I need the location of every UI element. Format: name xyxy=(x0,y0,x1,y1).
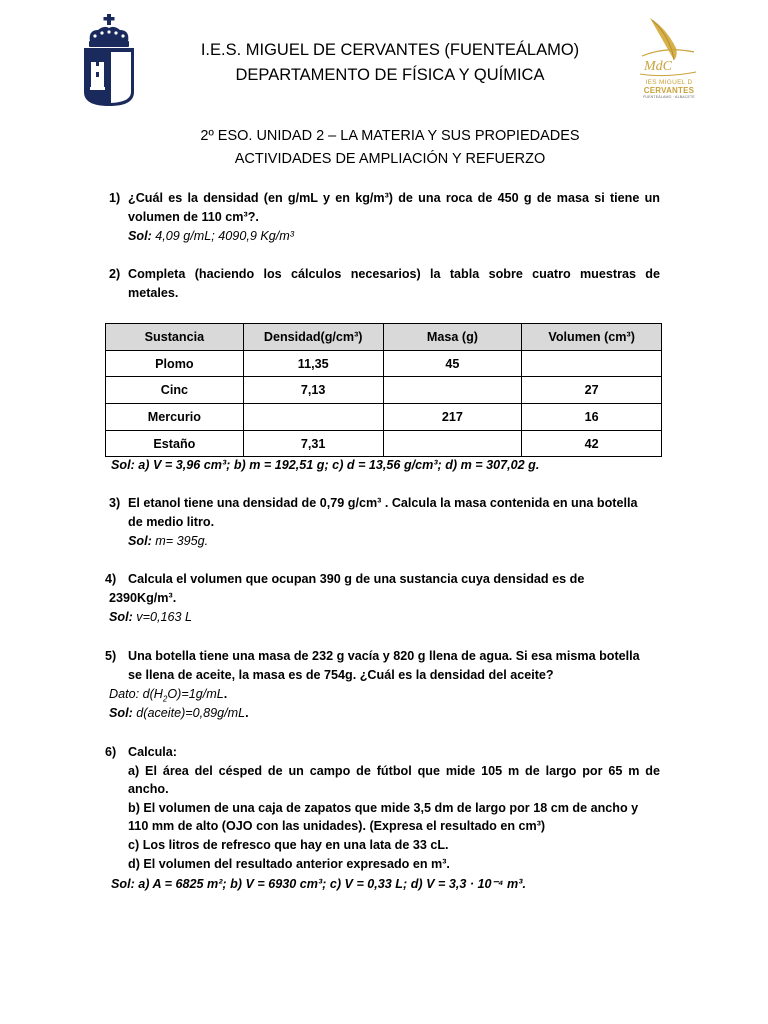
q3-sol-value: m= 395g. xyxy=(155,534,209,548)
q5-number: 5) xyxy=(105,649,117,663)
school-brand xyxy=(636,80,702,99)
cell-volumen: 27 xyxy=(522,377,662,404)
metals-table xyxy=(105,323,662,457)
q3-sol-label: Sol: xyxy=(128,534,152,548)
table-row xyxy=(106,404,662,431)
brand-line-3: FUENTEÁLAMO · ALBACETE xyxy=(643,94,695,99)
cell-masa: 217 xyxy=(383,404,522,431)
logo-mark-text: MdC xyxy=(644,59,672,74)
cell-masa: 45 xyxy=(383,350,522,377)
cell-sustancia: Cinc xyxy=(106,377,244,404)
q5-solution xyxy=(109,706,249,720)
q1-text-line2: volumen de 110 cm³?. xyxy=(128,210,259,224)
cell-sustancia: Plomo xyxy=(106,350,244,377)
q6-a-1: a) El área del césped de un campo de fútbol que mide 105 m de largo por 65 m de xyxy=(128,764,660,778)
q4-sol-label: Sol: xyxy=(109,610,133,624)
q6-a-line1 xyxy=(128,764,660,778)
cell-sustancia: Estaño xyxy=(106,430,244,457)
department-heading: DEPARTAMENTO DE FÍSICA Y QUÍMICA xyxy=(235,66,545,84)
cell-densidad xyxy=(243,404,383,431)
brand-line-2: CERVANTES xyxy=(643,85,695,95)
q3-solution xyxy=(128,534,208,548)
q6-d: d) El volumen del resultado anterior expresado en m³. xyxy=(128,857,450,871)
q2-solution xyxy=(111,458,539,472)
q5-dato-label: Dato: xyxy=(109,687,140,701)
q5-text-line2: se llena de aceite, la masa es de 754g. ¿Cuál es la densidad del aceite? xyxy=(128,668,554,682)
q2-sol-label: Sol: xyxy=(111,458,135,472)
q2-text-line1 xyxy=(128,267,660,281)
q6-number: 6) xyxy=(105,745,117,759)
q3-text-line1: El etanol tiene una densidad de 0,79 g/cm³ . Calcula la masa contenida en una botella xyxy=(128,496,638,510)
activities-title: ACTIVIDADES DE AMPLIACIÓN Y REFUERZO xyxy=(234,151,546,167)
q4-text-line2: 2390Kg/m³. xyxy=(109,591,177,605)
cell-densidad: 11,35 xyxy=(243,350,383,377)
q1-solution xyxy=(128,229,294,243)
q1-text-line1 xyxy=(128,191,660,205)
q1-number: 1) xyxy=(109,191,121,205)
q6-b-line2: 110 mm de alto (OJO con las unidades). (Expresa el resultado en cm³) xyxy=(128,819,546,833)
q1-sol-value: 4,09 g/mL; 4090,9 Kg/m³ xyxy=(155,229,294,243)
q6-sol-value: a) A = 6825 m²; b) V = 6930 cm³; c) V = 0,33 L; d) V = 3,3 · 10⁻⁴ m³. xyxy=(138,877,526,891)
col-header-sustancia: Sustancia xyxy=(106,324,244,351)
q4-text-line1: Calcula el volumen que ocupan 390 g de una sustancia cuya densidad es de xyxy=(128,572,585,586)
cell-sustancia: Mercurio xyxy=(106,404,244,431)
school-name-heading: I.E.S. MIGUEL DE CERVANTES (FUENTEÁLAMO) xyxy=(200,41,580,59)
q5-sol-end: . xyxy=(245,706,249,720)
col-header-volumen: Volumen (cm³) xyxy=(522,324,662,351)
q5-dato xyxy=(109,687,227,704)
q5-sol-value: d(aceite)=0,89g/mL xyxy=(136,706,246,720)
col-header-densidad: Densidad(g/cm³) xyxy=(243,324,383,351)
q5-sol-label: Sol: xyxy=(109,706,133,720)
q5-text-line1: Una botella tiene una masa de 232 g vacía y 820 g llena de agua. Si esa misma botella xyxy=(128,649,640,663)
q6-a-line2: ancho. xyxy=(128,782,169,796)
brand-line-1: IES MIGUEL D xyxy=(645,79,693,86)
q5-dato-end: . xyxy=(223,687,228,701)
table-row xyxy=(106,430,662,457)
q3-text-line2: de medio litro. xyxy=(128,515,215,529)
q1-sol-label: Sol: xyxy=(128,229,152,243)
q5-dato-a: d(H xyxy=(142,687,163,701)
cell-densidad: 7,31 xyxy=(243,430,383,457)
q4-number: 4) xyxy=(105,572,117,586)
cell-volumen: 42 xyxy=(522,430,662,457)
q3-number: 3) xyxy=(109,496,121,510)
q5-dato-b: O)=1g/mL xyxy=(167,687,224,701)
table-row xyxy=(106,350,662,377)
q6-c: c) Los litros de refresco que hay en una lata de 33 cL. xyxy=(128,838,449,852)
cell-masa xyxy=(383,377,522,404)
q2-text-line2: metales. xyxy=(128,286,179,300)
col-header-masa: Masa (g) xyxy=(383,324,522,351)
q2-text-1: Completa (haciendo los cálculos necesarios) la tabla sobre cuatro muestras de xyxy=(128,267,660,281)
table-row xyxy=(106,377,662,404)
unit-title: 2º ESO. UNIDAD 2 – LA MATERIA Y SUS PROPIEDADES xyxy=(200,128,580,144)
q6-title: Calcula: xyxy=(128,745,177,759)
cell-volumen xyxy=(522,350,662,377)
q5-dato-sub: 2 xyxy=(162,694,168,704)
table-header-row xyxy=(106,324,662,351)
q4-sol-value: v=0,163 L xyxy=(136,610,192,624)
q6-solution xyxy=(111,876,526,891)
cell-densidad: 7,13 xyxy=(243,377,383,404)
q2-sol-value: a) V = 3,96 cm³; b) m = 192,51 g; c) d = 13,56 g/cm³; d) m = 307,02 g. xyxy=(138,458,540,472)
q4-solution xyxy=(109,610,192,624)
cell-masa xyxy=(383,430,522,457)
q2-number: 2) xyxy=(109,267,121,281)
q1-text-1: ¿Cuál es la densidad (en g/mL y en kg/m³) de una roca de 450 g de masa si tiene un xyxy=(128,191,660,205)
q6-b-line1: b) El volumen de una caja de zapatos que mide 3,5 dm de largo por 18 cm de ancho y xyxy=(128,801,639,815)
crest-logo xyxy=(80,14,138,108)
cell-volumen: 16 xyxy=(522,404,662,431)
q6-sol-label: Sol: xyxy=(111,877,135,891)
